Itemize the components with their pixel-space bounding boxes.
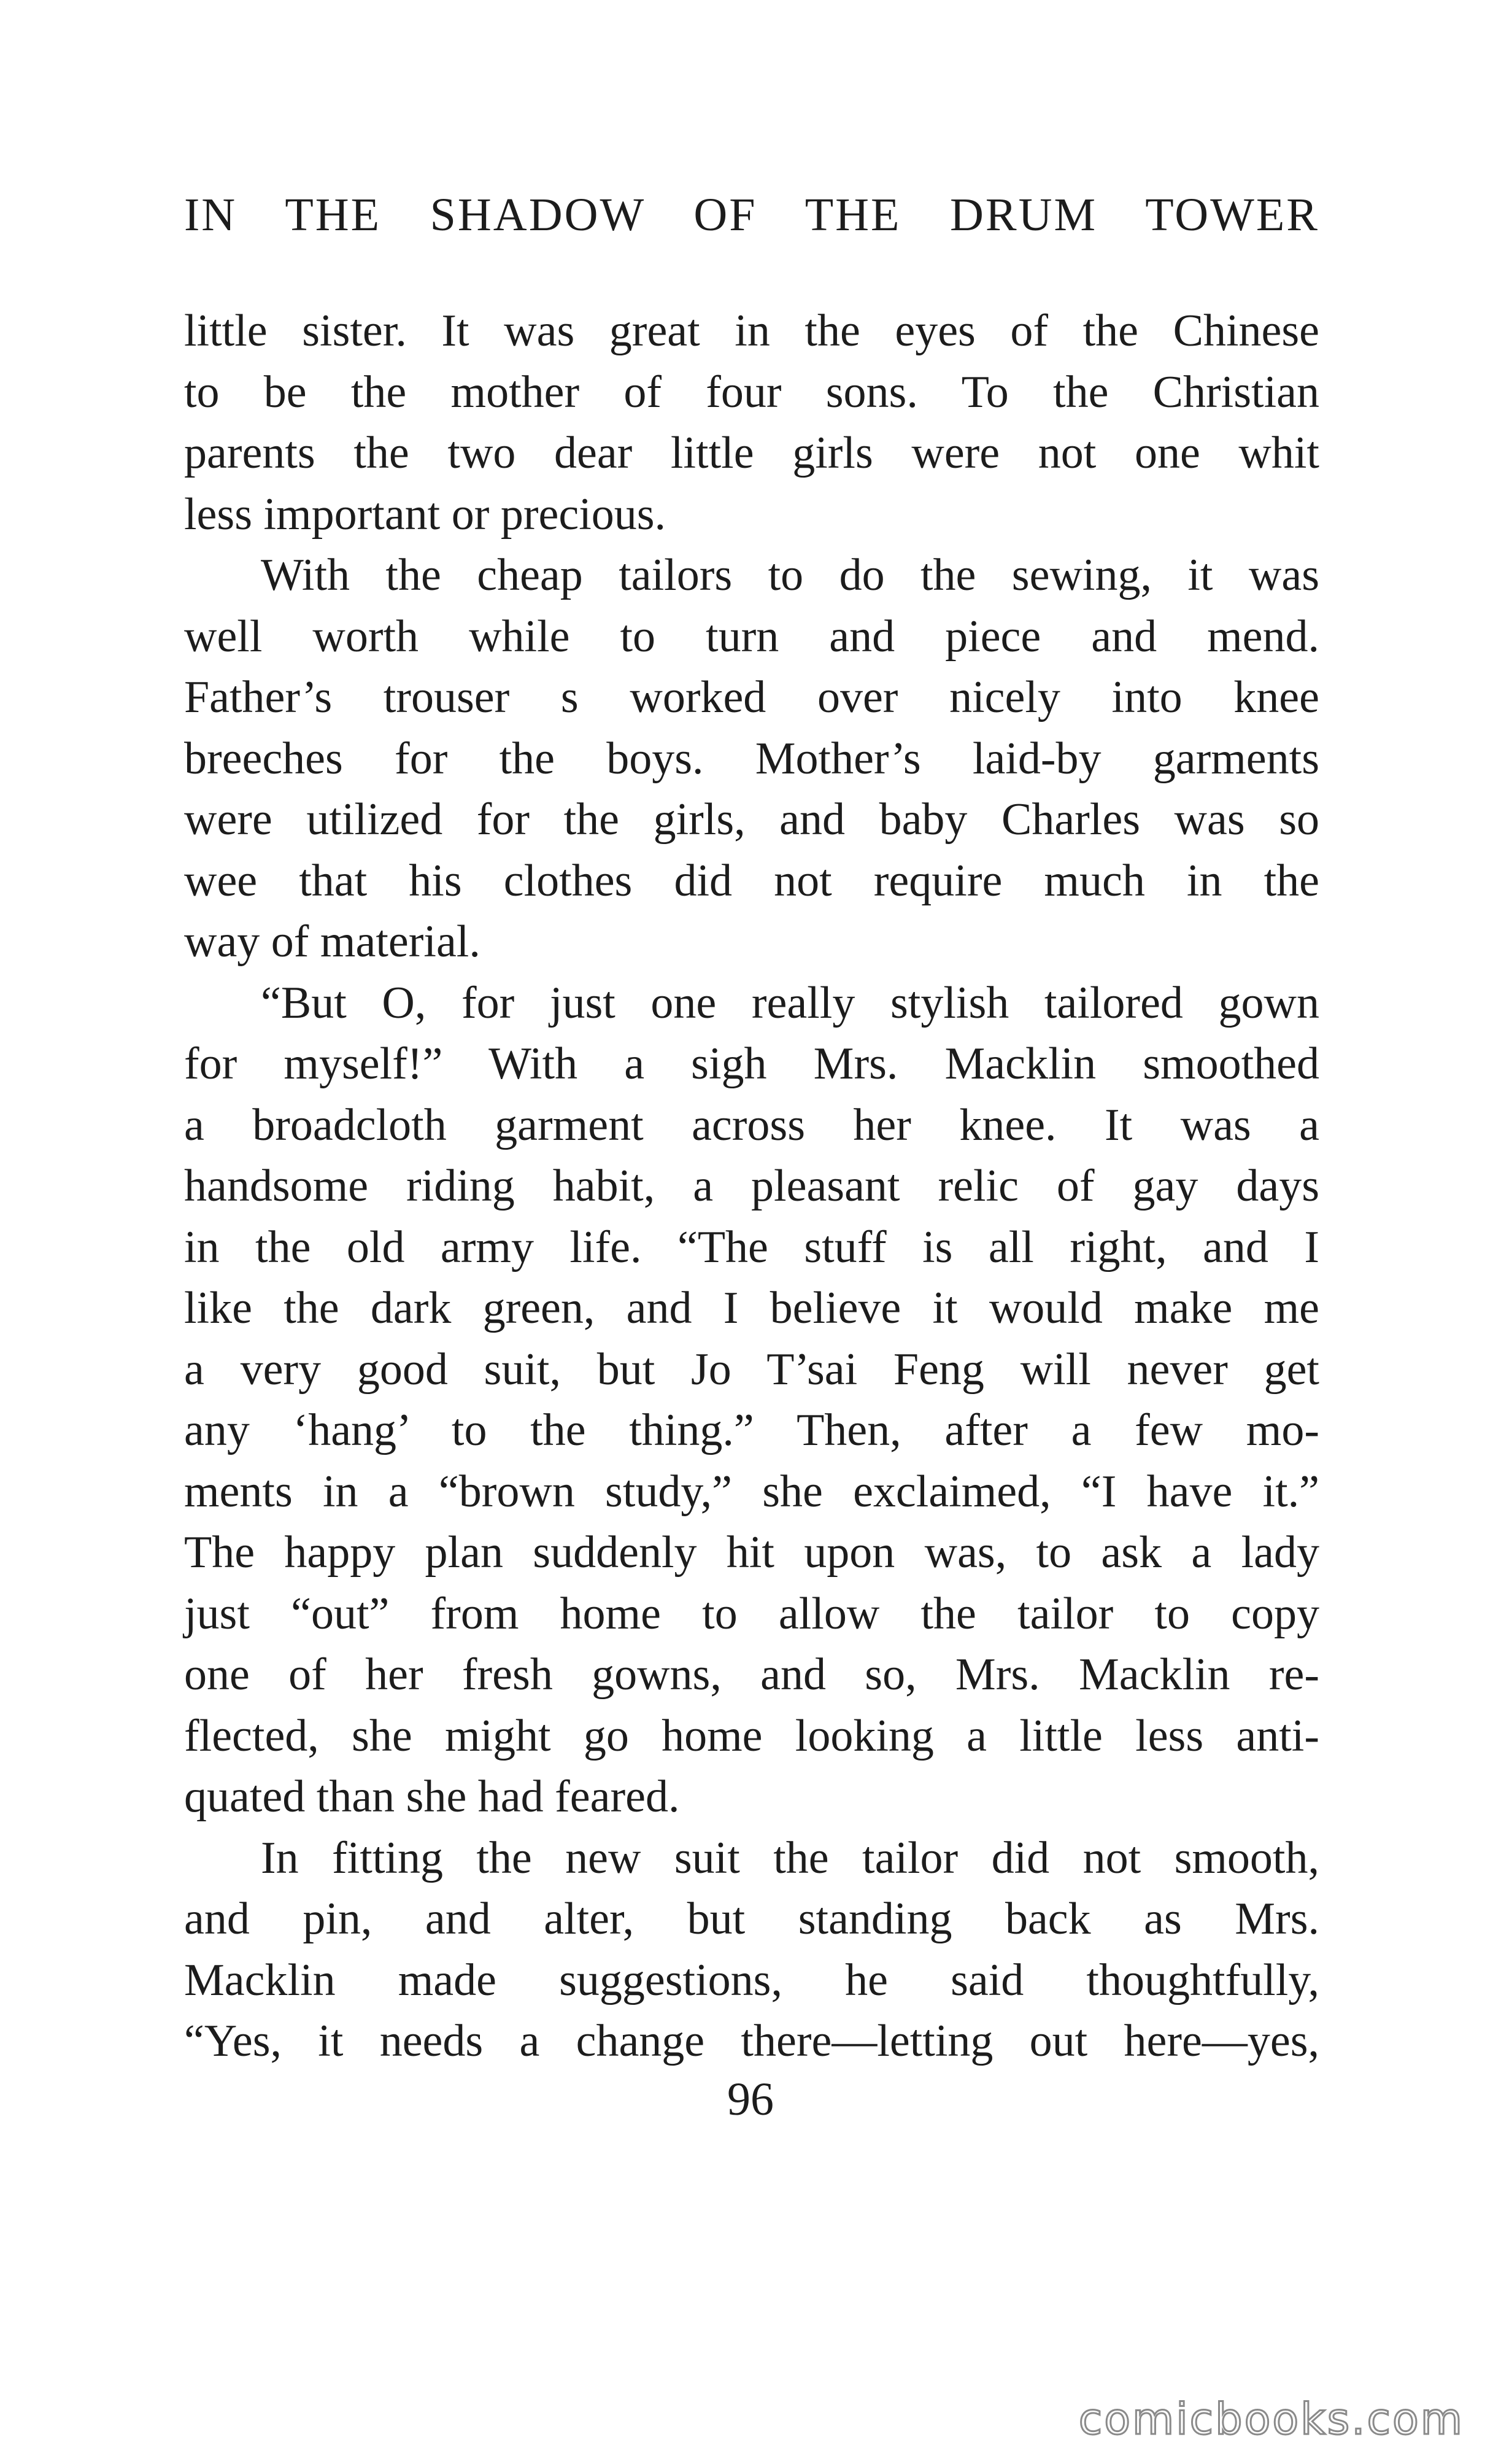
text-line: and pin, and alter, but standing back as Mrs. [184,1894,1319,1944]
text-line: quated than she had feared. [184,1772,680,1822]
text-line: In fitting the new suit the tailor did not smooth, [261,1832,1319,1883]
text-line: any ‘hang’ to the thing.” Then, after a few mo- [184,1405,1319,1455]
text-line: a broadcloth garment across her knee. It was a [184,1099,1319,1150]
text-line: The happy plan suddenly hit upon was, to ask a lady [184,1527,1319,1578]
text-line: for myself!” With a sigh Mrs. Macklin smoothed [184,1039,1319,1089]
text-line: one of her fresh gowns, and so, Mrs. Macklin re- [184,1649,1319,1700]
text-line: Macklin made suggestions, he said thoughtfully, [184,1955,1319,2005]
text-line: were utilized for the girls, and baby Charles was so [184,794,1319,845]
text-line: little sister. It was great in the eyes of the Chinese [184,306,1319,356]
text-line: like the dark green, and I believe it would make me [184,1283,1319,1333]
watermark: comicbooks.com [1078,2394,1464,2444]
text-line: way of material. [184,916,480,967]
text-line: “Yes, it needs a change there—letting out here—yes, [184,2016,1319,2066]
running-head: IN THE SHADOW OF THE DRUM TOWER [184,189,1319,241]
text-line: flected, she might go home looking a little less anti- [184,1710,1319,1761]
text-line: parents the two dear little girls were not one whit [184,428,1319,478]
text-line: With the cheap tailors to do the sewing, it was [261,550,1319,600]
text-line: handsome riding habit, a pleasant relic of gay days [184,1161,1319,1211]
text-line: in the old army life. “The stuff is all right, and I [184,1222,1319,1273]
text-line: a very good suit, but Jo T’sai Feng will never get [184,1344,1319,1395]
text-line: “But O, for just one really stylish tailored gown [261,977,1319,1028]
page-number: 96 [727,2074,774,2125]
text-line: just “out” from home to allow the tailor to copy [184,1588,1319,1639]
text-line: wee that his clothes did not require much in the [184,855,1319,906]
body-text [184,301,1319,2072]
text-line: Father’s trouser s worked over nicely into knee [184,672,1319,723]
text-line: well worth while to turn and piece and mend. [184,611,1319,662]
text-line: to be the mother of four sons. To the Christian [184,366,1319,417]
text-line: less important or precious. [184,489,666,540]
text-line: ments in a “brown study,” she exclaimed, “I have it.” [184,1466,1319,1517]
text-line: breeches for the boys. Mother’s laid-by garments [184,733,1319,784]
